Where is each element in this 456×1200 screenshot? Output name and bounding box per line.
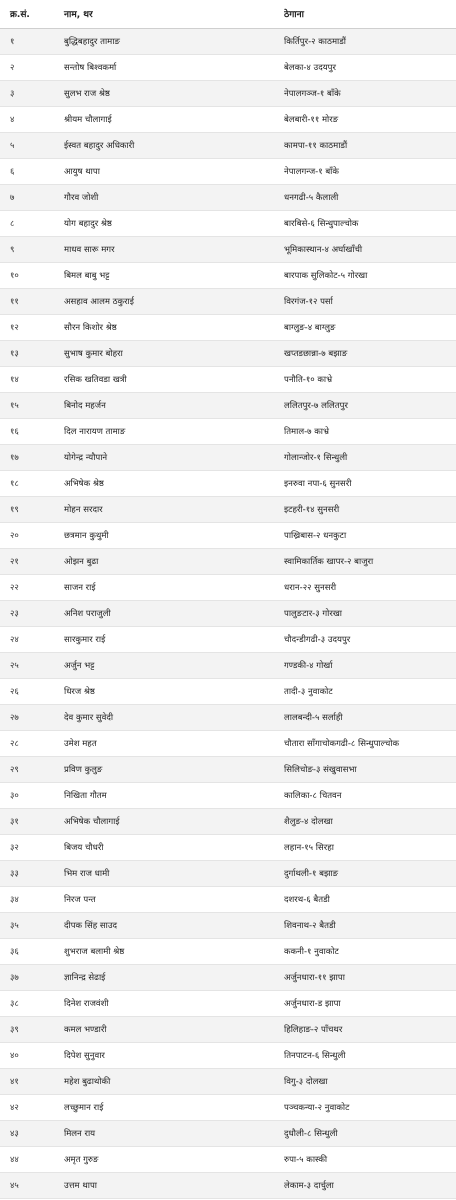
address-cell: दुर्गाथली-१ बझाङ <box>284 860 456 886</box>
table-row <box>0 834 456 860</box>
table-row <box>0 288 456 314</box>
address-cell: भूमिकास्थान-४ अर्घाखाँची <box>284 236 456 262</box>
name-cell: धिरज श्रेष्ठ <box>54 678 284 704</box>
serial-cell: ६ <box>0 158 54 184</box>
serial-cell: २६ <box>0 678 54 704</box>
address-cell: पालुङटार-३ गोरखा <box>284 600 456 626</box>
table-row <box>0 28 456 54</box>
name-cell: अभिषेक श्रेष्ठ <box>54 470 284 496</box>
address-cell: लेकाम-३ दार्चुला <box>284 1172 456 1198</box>
table-row <box>0 600 456 626</box>
table-row <box>0 158 456 184</box>
table-body <box>0 28 456 1198</box>
name-cell: ओझन बुढा <box>54 548 284 574</box>
name-cell: दिनेश राजवंशी <box>54 990 284 1016</box>
table-row <box>0 210 456 236</box>
serial-cell: ४३ <box>0 1120 54 1146</box>
name-cell: मिलन राय <box>54 1120 284 1146</box>
address-cell: कामपा-११ काठमाडौं <box>284 132 456 158</box>
address-cell: तादी-३ नुवाकोट <box>284 678 456 704</box>
serial-cell: ३७ <box>0 964 54 990</box>
name-cell: अभिषेक चौलागाई <box>54 808 284 834</box>
serial-cell: १० <box>0 262 54 288</box>
address-cell: पनौति-१० काभ्रे <box>284 366 456 392</box>
serial-cell: ३३ <box>0 860 54 886</box>
table-row <box>0 574 456 600</box>
table-row <box>0 496 456 522</box>
serial-cell: ३९ <box>0 1016 54 1042</box>
table-row <box>0 106 456 132</box>
serial-cell: २५ <box>0 652 54 678</box>
table-row <box>0 132 456 158</box>
address-cell: चौतारा साँगाचोकगढी-८ सिन्धुपाल्चोक <box>284 730 456 756</box>
name-cell: ज्ञानिन्द्र सेढाई <box>54 964 284 990</box>
serial-cell: २७ <box>0 704 54 730</box>
address-cell: लहान-१५ सिरहा <box>284 834 456 860</box>
name-cell: अमृत गुरुङ <box>54 1146 284 1172</box>
name-cell: सारकुमार राई <box>54 626 284 652</box>
name-cell: श्रीयम चौलागाई <box>54 106 284 132</box>
serial-cell: ७ <box>0 184 54 210</box>
serial-cell: ३१ <box>0 808 54 834</box>
table-row <box>0 392 456 418</box>
address-cell: गोलान्जोर-१ सिन्धुली <box>284 444 456 470</box>
table-row <box>0 184 456 210</box>
serial-cell: १ <box>0 28 54 54</box>
address-cell: शिवनाथ-२ बैतडी <box>284 912 456 938</box>
address-cell: विगु-३ दोलखा <box>284 1068 456 1094</box>
name-cell: उमेश महत <box>54 730 284 756</box>
address-cell: शैलुङ-४ दोलखा <box>284 808 456 834</box>
serial-cell: २२ <box>0 574 54 600</box>
name-cell: योग बहादुर श्रेष्ठ <box>54 210 284 236</box>
table-row <box>0 262 456 288</box>
name-cell: सुलभ राज श्रेष्ठ <box>54 80 284 106</box>
table-header <box>0 0 456 28</box>
serial-cell: २४ <box>0 626 54 652</box>
address-cell: अर्जुनधारा-११ झापा <box>284 964 456 990</box>
table-row <box>0 80 456 106</box>
name-cell: गौरव जोशी <box>54 184 284 210</box>
table-row <box>0 886 456 912</box>
serial-cell: ४० <box>0 1042 54 1068</box>
table-row <box>0 990 456 1016</box>
address-cell: हिलिहाङ-२ पाँचथर <box>284 1016 456 1042</box>
name-cell: अर्जुन भट्ट <box>54 652 284 678</box>
address-cell: बेलबारी-११ मोरङ <box>284 106 456 132</box>
table-row <box>0 366 456 392</box>
table-row <box>0 314 456 340</box>
address-cell: बाग्लुङ-४ बाग्लुङ <box>284 314 456 340</box>
serial-cell: ३४ <box>0 886 54 912</box>
table-row <box>0 1042 456 1068</box>
serial-cell: ८ <box>0 210 54 236</box>
serial-cell: १३ <box>0 340 54 366</box>
address-cell: धरान-२२ सुनसरी <box>284 574 456 600</box>
header-address: ठेगाना <box>284 0 456 28</box>
address-cell: नेपालगन्ज-१ बाँके <box>284 158 456 184</box>
name-cell: सन्तोष बिश्वकर्मा <box>54 54 284 80</box>
name-cell: योगेन्द्र न्यौपाने <box>54 444 284 470</box>
serial-cell: ४ <box>0 106 54 132</box>
serial-cell: ३६ <box>0 938 54 964</box>
address-cell: कालिका-८ चितवन <box>284 782 456 808</box>
name-cell: मोहन सरदार <box>54 496 284 522</box>
address-cell: अर्जुनधारा-ड झापा <box>284 990 456 1016</box>
name-cell: आयुष थापा <box>54 158 284 184</box>
name-cell: लच्छुमान राई <box>54 1094 284 1120</box>
address-cell: किर्तिपुर-२ काठमाडौं <box>284 28 456 54</box>
address-cell: पाख्रिबास-२ धनकुटा <box>284 522 456 548</box>
serial-cell: ३८ <box>0 990 54 1016</box>
name-cell: सौरन किशोर श्रेष्ठ <box>54 314 284 340</box>
serial-cell: ४१ <box>0 1068 54 1094</box>
table-row <box>0 236 456 262</box>
serial-cell: ४४ <box>0 1146 54 1172</box>
serial-cell: २३ <box>0 600 54 626</box>
serial-cell: २१ <box>0 548 54 574</box>
table-row <box>0 652 456 678</box>
name-cell: दीपक सिंह साउद <box>54 912 284 938</box>
address-cell: पञ्चकन्या-२ नुवाकोट <box>284 1094 456 1120</box>
address-cell: रुपा-५ कास्की <box>284 1146 456 1172</box>
name-cell: असहाव आलम ठकुराई <box>54 288 284 314</box>
serial-cell: २ <box>0 54 54 80</box>
table-row <box>0 782 456 808</box>
table-row <box>0 444 456 470</box>
address-cell: लालबन्दी-५ सर्लाही <box>284 704 456 730</box>
address-cell: खप्तडछान्ना-७ बझाङ <box>284 340 456 366</box>
address-cell: दशरथ-६ बैतडी <box>284 886 456 912</box>
table-row <box>0 1172 456 1198</box>
serial-cell: १५ <box>0 392 54 418</box>
serial-cell: १९ <box>0 496 54 522</box>
serial-cell: ३ <box>0 80 54 106</box>
address-cell: इनरुवा नपा-६ सुनसरी <box>284 470 456 496</box>
name-cell: शुभराज बलामी श्रेष्ठ <box>54 938 284 964</box>
address-cell: सिलिचोङ-३ संखुवासभा <box>284 756 456 782</box>
address-cell: नेपालगञ्ज-१ बाँके <box>284 80 456 106</box>
address-cell: चौदन्डीगढी-३ उदयपुर <box>284 626 456 652</box>
address-cell: तिमाल-७ काभ्रे <box>284 418 456 444</box>
name-cell: दिपेश सुनुवार <box>54 1042 284 1068</box>
table-row <box>0 730 456 756</box>
address-cell: बेलका-४ उदयपुर <box>284 54 456 80</box>
address-cell: धनगढी-५ कैलाली <box>284 184 456 210</box>
table-row <box>0 808 456 834</box>
header-serial-no: क्र.सं. <box>0 0 54 28</box>
serial-cell: २९ <box>0 756 54 782</box>
table-row <box>0 704 456 730</box>
name-cell: सुभाष कुमार बोहरा <box>54 340 284 366</box>
table-row <box>0 678 456 704</box>
address-cell: दुधौली-८ सिन्धुली <box>284 1120 456 1146</box>
name-cell: देव कुमार सुवेदी <box>54 704 284 730</box>
serial-cell: ४५ <box>0 1172 54 1198</box>
serial-cell: ३२ <box>0 834 54 860</box>
serial-cell: १६ <box>0 418 54 444</box>
address-cell: विरगंज-१२ पर्सा <box>284 288 456 314</box>
name-cell: बिजय चौधरी <box>54 834 284 860</box>
table-row <box>0 860 456 886</box>
serial-cell: १४ <box>0 366 54 392</box>
name-cell: भिम राज धामी <box>54 860 284 886</box>
serial-cell: १७ <box>0 444 54 470</box>
name-cell: निखिता गौतम <box>54 782 284 808</box>
table-row <box>0 548 456 574</box>
table-row <box>0 626 456 652</box>
serial-cell: ३५ <box>0 912 54 938</box>
name-cell: दिल नारायण तामाङ <box>54 418 284 444</box>
table-row <box>0 1146 456 1172</box>
serial-cell: ३० <box>0 782 54 808</box>
table-row <box>0 54 456 80</box>
name-cell: कमल भण्डारी <box>54 1016 284 1042</box>
address-cell: इटहरी-१४ सुनसरी <box>284 496 456 522</box>
table-row <box>0 756 456 782</box>
name-cell: छत्रमान कुथुमी <box>54 522 284 548</box>
name-cell: महेश बुढाथोकी <box>54 1068 284 1094</box>
table-row <box>0 418 456 444</box>
address-cell: स्वामिकार्तिक खापर-२ बाजुरा <box>284 548 456 574</box>
name-cell: प्रविण कुलुङ <box>54 756 284 782</box>
name-cell: बिमल बाबु भट्ट <box>54 262 284 288</box>
name-cell: साजन राई <box>54 574 284 600</box>
name-cell: उत्तम थापा <box>54 1172 284 1198</box>
name-cell: ईस्वत बहादुर अधिकारी <box>54 132 284 158</box>
name-cell: रसिक खतिवडा खत्री <box>54 366 284 392</box>
serial-cell: ५ <box>0 132 54 158</box>
table-row <box>0 938 456 964</box>
address-cell: गण्डकी-४ गोर्खा <box>284 652 456 678</box>
table-row <box>0 964 456 990</box>
serial-cell: १२ <box>0 314 54 340</box>
header-row <box>0 0 456 28</box>
table-row <box>0 522 456 548</box>
table-row <box>0 1120 456 1146</box>
serial-cell: ९ <box>0 236 54 262</box>
name-cell: बिनोद महर्जन <box>54 392 284 418</box>
table-row <box>0 340 456 366</box>
table-row <box>0 912 456 938</box>
address-cell: बारपाक सुलिकोट-५ गोरखा <box>284 262 456 288</box>
serial-cell: २८ <box>0 730 54 756</box>
address-cell: तिनपाटन-६ सिन्धुली <box>284 1042 456 1068</box>
table-row <box>0 1068 456 1094</box>
serial-cell: ४२ <box>0 1094 54 1120</box>
name-cell: माधव सारू मगर <box>54 236 284 262</box>
address-cell: ककनी-१ नुवाकोट <box>284 938 456 964</box>
address-cell: ललितपुर-७ ललितपुर <box>284 392 456 418</box>
header-name: नाम, थर <box>54 0 284 28</box>
table-row <box>0 1094 456 1120</box>
table-row <box>0 1016 456 1042</box>
name-cell: अनिश पराजुली <box>54 600 284 626</box>
name-cell: निरज पन्त <box>54 886 284 912</box>
address-cell: बारबिसे-६ सिन्धुपाल्चोक <box>284 210 456 236</box>
name-cell: बुद्धिबहादुर तामाङ <box>54 28 284 54</box>
serial-cell: १८ <box>0 470 54 496</box>
serial-cell: २० <box>0 522 54 548</box>
table-row <box>0 470 456 496</box>
serial-cell: ११ <box>0 288 54 314</box>
